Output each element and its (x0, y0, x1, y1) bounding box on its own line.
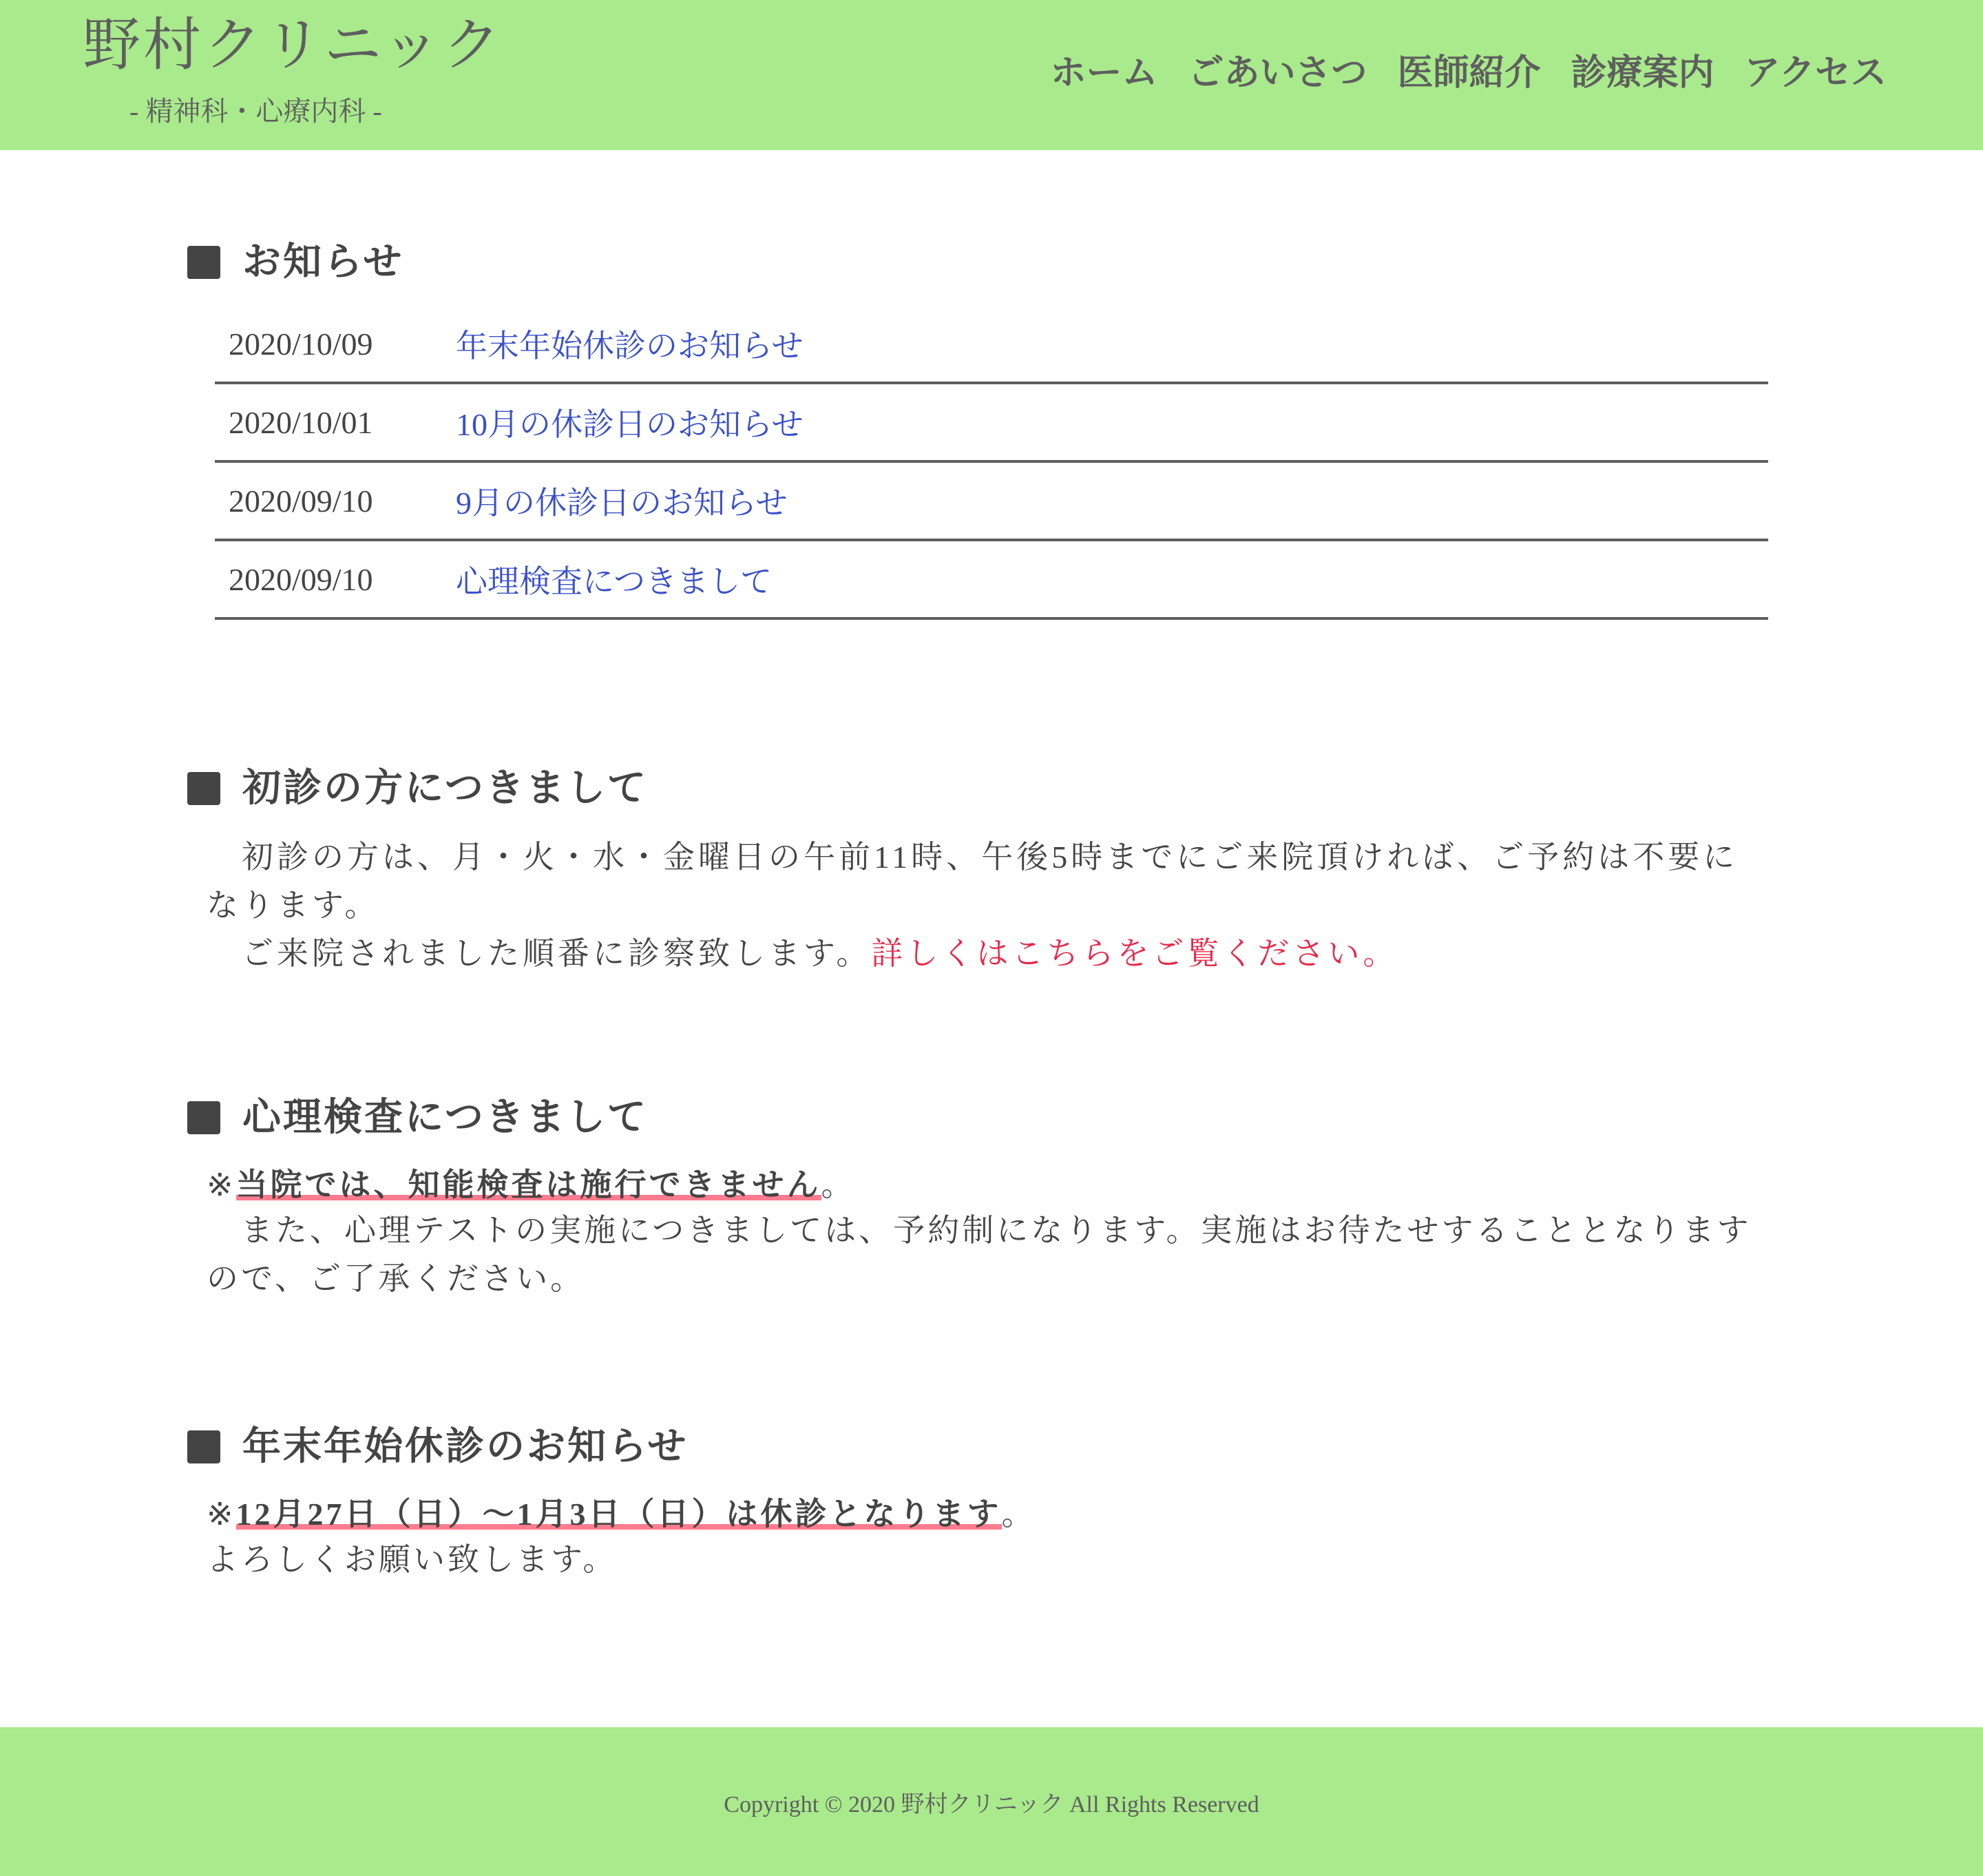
clinic-logo-title[interactable]: 野村クリニック (83, 14, 503, 78)
holiday-heading-text: 年末年始休診のお知らせ (242, 1426, 689, 1468)
first-visit-line1: 初診の方は、月・火・水・金曜日の午前11時、午後5時までにご来院頂ければ、ご予約は不要になります。 (207, 840, 1739, 923)
site-header (0, 0, 1983, 150)
news-date: 2020/10/09 (229, 326, 373, 362)
news-date: 2020/10/01 (229, 404, 373, 440)
holiday-heading (187, 1423, 688, 1471)
psych-test-emphasis: 当院では、知能検査は施行できません (235, 1167, 821, 1202)
nav-greeting[interactable]: ごあいさつ (1188, 54, 1367, 93)
news-link[interactable]: 年末年始休診のお知らせ (456, 329, 804, 364)
news-date: 2020/09/10 (229, 561, 373, 597)
note-suffix: 。 (1001, 1497, 1036, 1532)
first-visit-heading-text: 初診の方につきまして (242, 767, 648, 810)
copyright-text: Copyright © 2020 野村クリニック All Rights Reserved (724, 1791, 1259, 1817)
nav-services[interactable]: 診療案内 (1571, 54, 1714, 93)
square-bullet-icon (187, 1430, 220, 1463)
holiday-emphasis: 12月27日（日）～1月3日（日）は休診となります (235, 1497, 1002, 1532)
note-mark: ※ (207, 1497, 236, 1532)
holiday-closing: よろしくお願い致します。 (207, 1542, 618, 1577)
site-footer (0, 1727, 1983, 1876)
news-heading (187, 238, 403, 286)
nav-home[interactable]: ホーム (1050, 54, 1158, 93)
news-heading-text: お知らせ (242, 241, 404, 284)
news-row (215, 384, 1768, 463)
news-row (215, 541, 1768, 620)
news-row (215, 306, 1768, 384)
details-link[interactable]: 詳しくはこちらをご覧ください。 (871, 936, 1398, 971)
main-nav (1050, 50, 1887, 98)
note-suffix: 。 (821, 1167, 856, 1202)
first-visit-line2-text: ご来院されました順番に診察致します。 (207, 936, 872, 971)
clinic-logo-subtitle: - 精神科・心療内科 - (129, 96, 382, 127)
news-link[interactable]: 9月の休診日のお知らせ (456, 486, 788, 521)
psych-test-note (207, 1164, 1770, 1207)
psych-test-heading (187, 1094, 648, 1142)
holiday-body (207, 1493, 1770, 1584)
news-row (215, 463, 1768, 541)
nav-access[interactable]: アクセス (1744, 54, 1887, 93)
square-bullet-icon (187, 1101, 220, 1134)
news-date: 2020/09/10 (229, 483, 373, 519)
note-mark: ※ (207, 1167, 236, 1202)
psych-test-text: また、心理テストの実施につきましては、予約制になります。実施はお待たせすることとなりますので、ご了承ください。 (207, 1213, 1752, 1296)
psych-test-body (207, 1164, 1770, 1303)
first-visit-body (207, 833, 1770, 978)
news-link[interactable]: 心理検査につきまして (456, 564, 773, 599)
square-bullet-icon (187, 246, 220, 279)
news-list (215, 306, 1768, 620)
news-link[interactable]: 10月の休診日のお知らせ (456, 407, 804, 442)
first-visit-heading (187, 764, 648, 813)
nav-doctors[interactable]: 医師紹介 (1397, 54, 1541, 93)
psych-test-heading-text: 心理検査につきまして (242, 1096, 648, 1139)
first-visit-line2 (207, 930, 1770, 978)
square-bullet-icon (187, 772, 220, 805)
holiday-note (207, 1493, 1770, 1536)
